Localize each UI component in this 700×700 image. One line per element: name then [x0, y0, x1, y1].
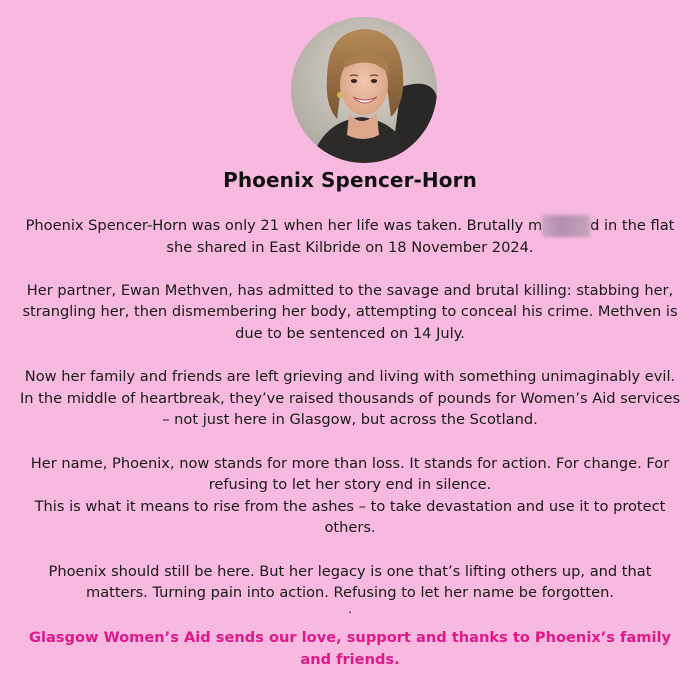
- paragraph-4a: Her name, Phoenix, now stands for more than loss. It stands for action. For change. For refusing to let her story end in silence.: [30, 454, 670, 494]
- closing-message: Glasgow Women’s Aid sends our love, support and thanks to Phoenix’s family and friends.: [29, 629, 671, 668]
- portrait-image: [291, 17, 437, 163]
- paragraph-2: Her partner, Ewan Methven, has admitted to the savage and brutal killing: stabbing her, strangling her, then dismembering her body, attempting to conceal his crime. Methven is due to be sentenced on 14 July.: [22, 281, 678, 342]
- paragraph-1-start: Phoenix Spencer-Horn was only 21 when her life was taken. Brutally m: [25, 217, 543, 234]
- paragraph-5: Phoenix should still be here. But her legacy is one that’s lifting others up, and that matters. Turning pain into action. Refusing to let her name be forgotten.: [48, 562, 652, 602]
- paragraph-3: Now her family and friends are left grieving and living with something unimaginably evil. In the middle of heartbreak, they’ve raised thousands of pounds for Women’s Aid services – not just here in Glasgow, but across the Scotland.: [19, 368, 681, 429]
- person-name: Phoenix Spencer-Horn: [223, 168, 477, 192]
- paragraph-1: [18, 215, 682, 258]
- paragraph-1-end: d in the flat she shared in East Kilbride on 18 November 2024.: [166, 217, 675, 256]
- separator-dot: .: [348, 601, 352, 616]
- paragraph-4b: This is what it means to rise from the ashes – to take devastation and use it to protect others.: [34, 497, 666, 537]
- profile-photo: [291, 17, 437, 163]
- tribute-text: [18, 215, 682, 614]
- redacted-word: [542, 215, 590, 237]
